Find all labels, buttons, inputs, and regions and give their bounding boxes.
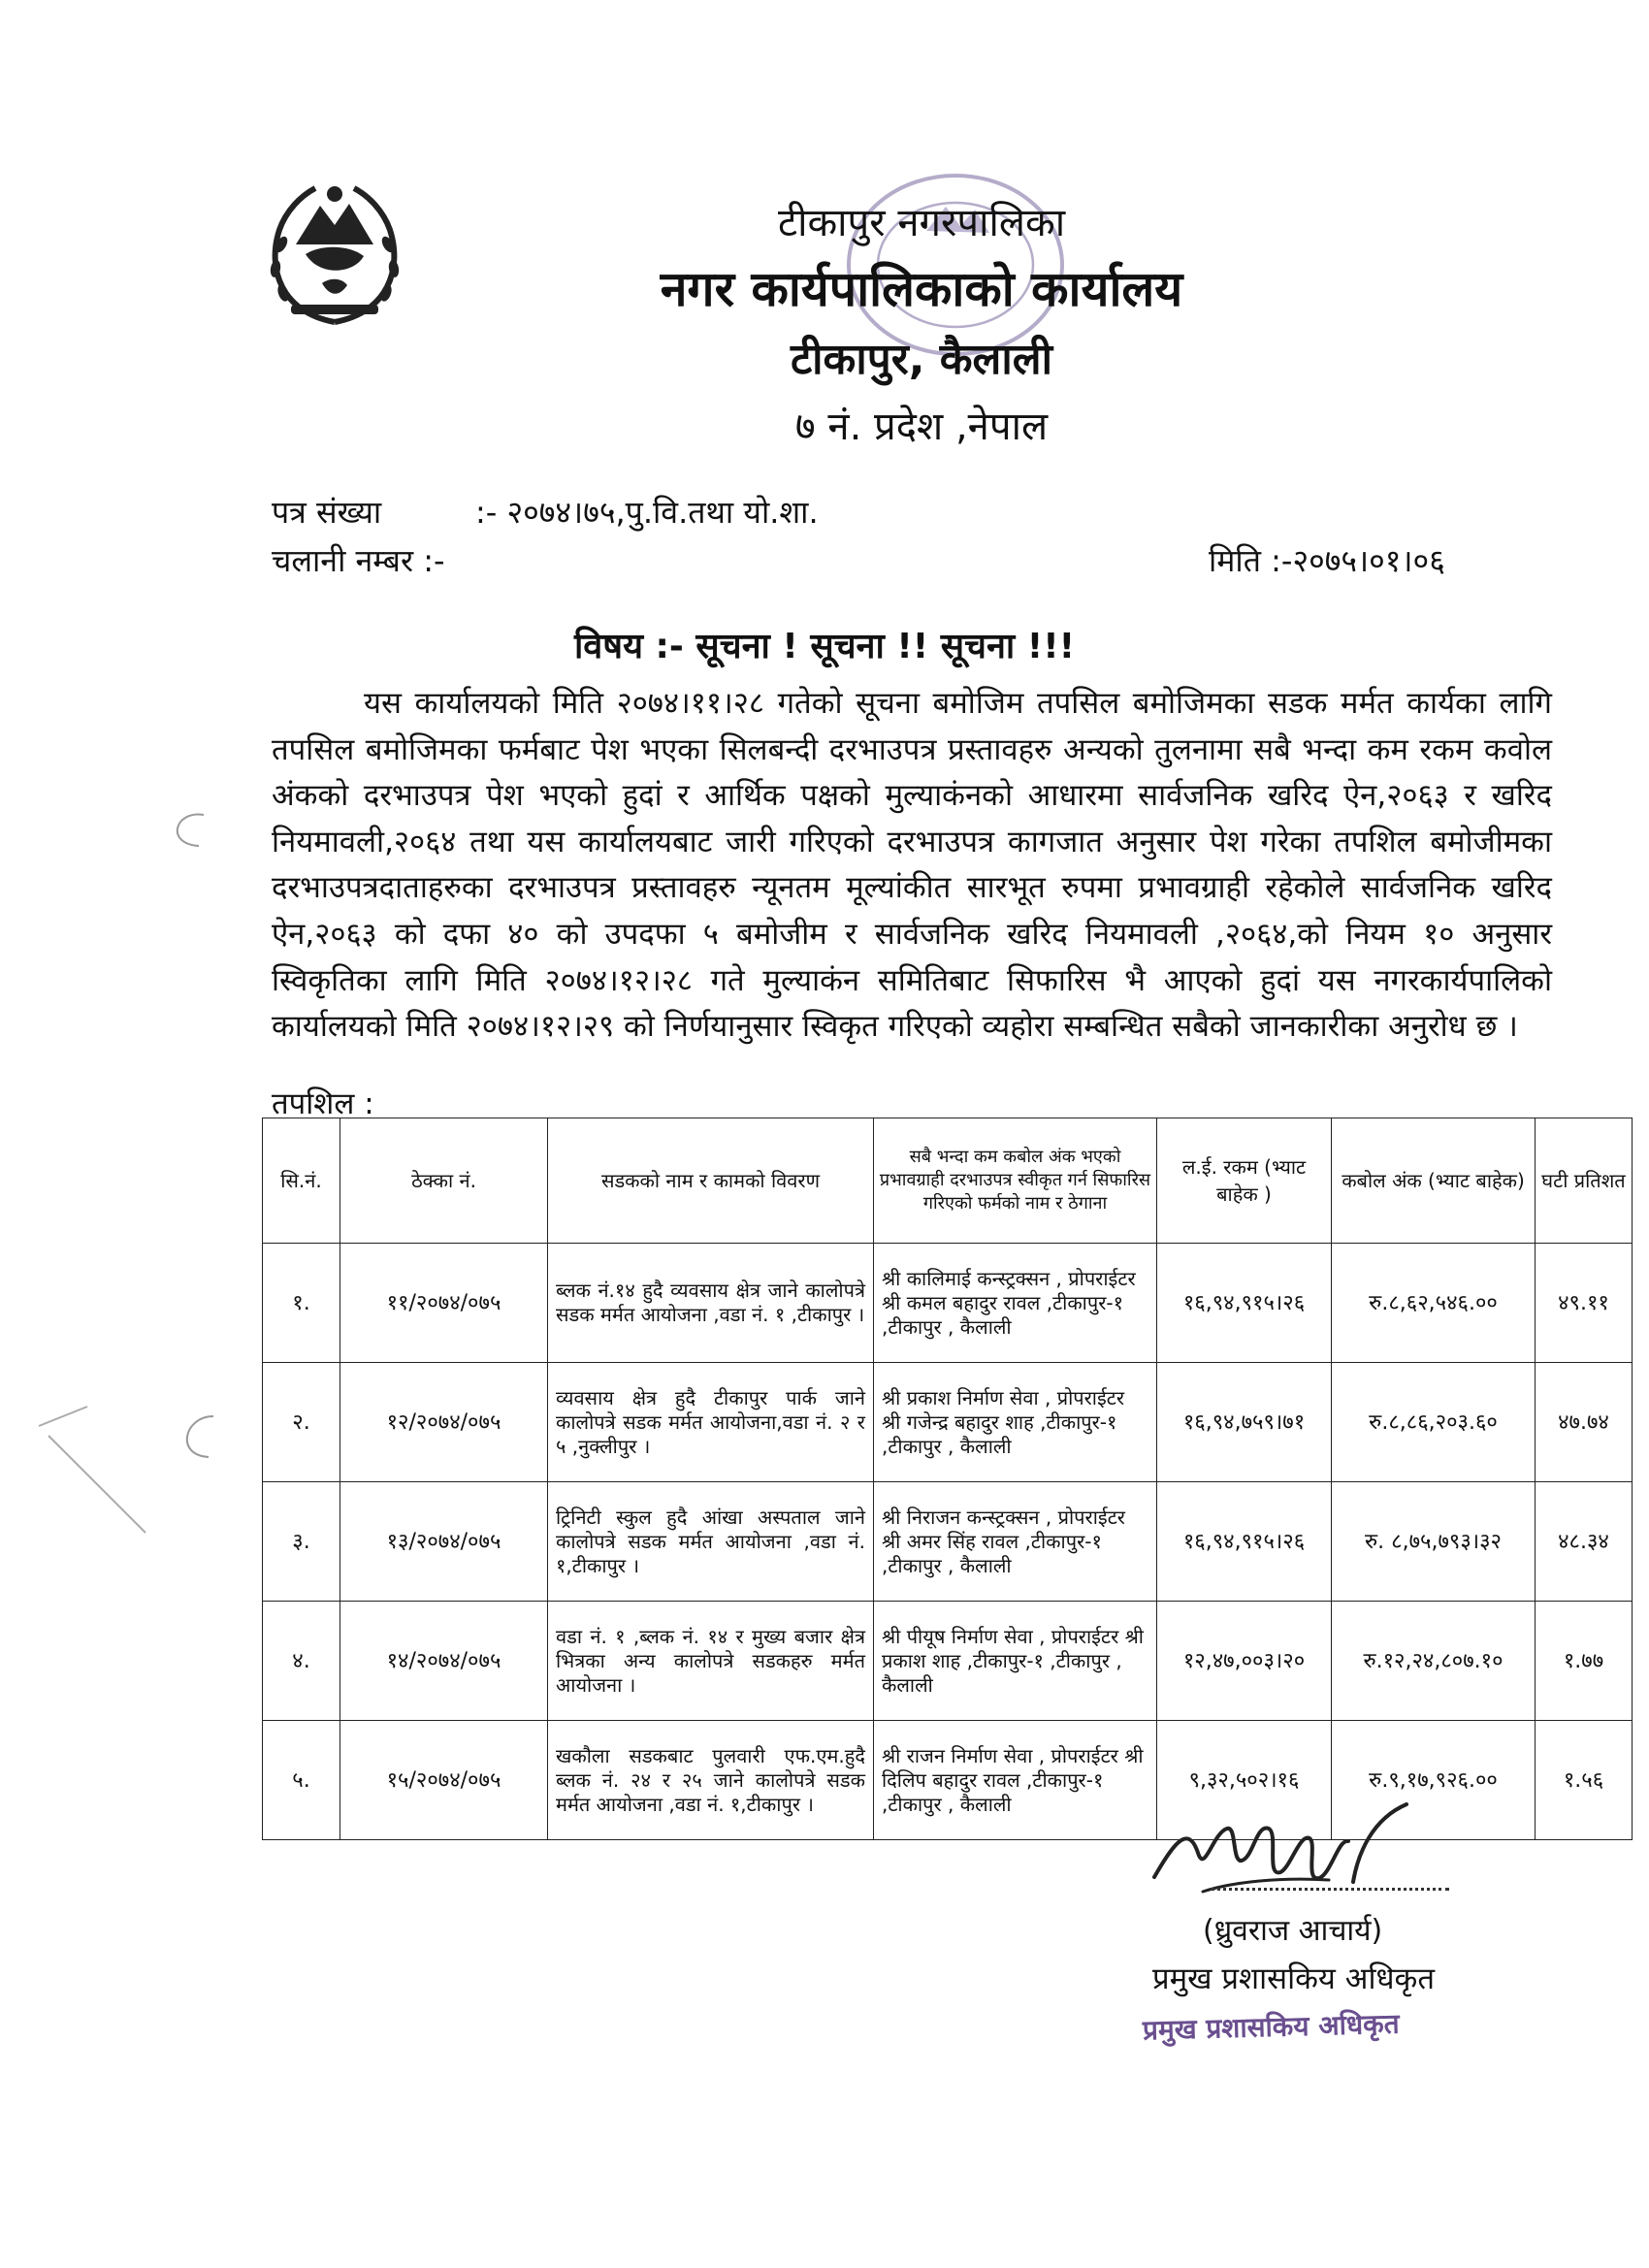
- cell-percent: ४९.११: [1536, 1244, 1633, 1363]
- cell-firm: श्री निराजन कन्स्ट्रक्सन , प्रोपराईटर श्री अमर सिंह रावल ,टीकापुर-१ ,टीकापुर , कैलाली: [874, 1482, 1157, 1602]
- cell-contract: ११/२०७४/०७५: [340, 1244, 548, 1363]
- cell-percent: १.५६: [1536, 1721, 1633, 1840]
- col-header-bid: कबोल अंक (भ्याट बाहेक): [1332, 1118, 1536, 1244]
- contract-table: [262, 1118, 1633, 1840]
- cell-sn: ४.: [263, 1602, 340, 1721]
- table-header-row: [263, 1118, 1633, 1244]
- cell-firm: श्री पीयूष निर्माण सेवा , प्रोपराईटर श्री प्रकाश शाह ,टीकापुर-१ ,टीकापुर , कैलाली: [874, 1602, 1157, 1721]
- table-row: [263, 1363, 1633, 1482]
- notice-body-text: यस कार्यालयको मिति २०७४।११।२८ गतेको सूचना बमोजिम तपसिल बमोजिमका सडक मर्मत कार्यका लागि तपसिल बमोजिमका फर्मबाट पेश भएका सिलबन्दी दरभाउपत्र प्रस्तावहरु अन्यको तुलनामा सबै भन्दा कम रकम कवोल अंकको दरभाउपत्र पेश भएको हुदां र आर्थिक पक्षको मुल्याकंनको आधारमा सार्वजनिक खरिद ऐन,२०६३ र खरिद नियमावली,२०६४ तथा यस कार्यालयबाट जारी गरिएको दरभाउपत्र कागजात अनुसार पेश गरेका तपशिल बमोजीमका दरभाउपत्रदाताहरुका दरभाउपत्र प्रस्तावहरु न्यूनतम मूल्यांकीत सारभूत रुपमा प्रभावग्राही रहेकोले सार्वजनिक खरिद ऐन,२०६३ को दफा ४० को उपदफा ५ बमोजीम र सार्वजनिक खरिद नियमावली ,२०६४,को नियम १० अनुसार स्विकृतिका लागि मिति २०७४।१२।२८ गते मुल्याकंन समितिबाट सिफारिस भै आएको हुदां यस नगरकार्यपालिको कार्यालयको मिति २०७४।१२।२९ को निर्णयानुसार स्विकृत गरिएको व्यहोरा सम्बन्धित सबैको जानकारीका अनुरोध छ ।: [272, 686, 1552, 1045]
- cell-description: ट्रिनिटी स्कुल हुदै आंखा अस्पताल जाने कालोपत्रे सडक मर्मत आयोजना ,वडा नं. १,टीकापुर ।: [548, 1482, 874, 1602]
- cell-bid: रु. ८,७५,७९३।३२: [1332, 1482, 1536, 1602]
- nepal-emblem-icon: [262, 177, 407, 337]
- cell-description: खकौला सडकबाट पुलवारी एफ.एम.हुदै ब्लक नं. २४ र २५ जाने कालोपत्रे सडक मर्मत आयोजना ,वडा नं. १,टीकापुर ।: [548, 1721, 874, 1840]
- col-header-sn: सि.नं.: [263, 1118, 340, 1244]
- cell-sn: २.: [263, 1363, 340, 1482]
- cell-estimate: १६,९४,९१५।२६: [1157, 1482, 1332, 1602]
- cell-firm: श्री प्रकाश निर्माण सेवा , प्रोपराईटर श्री गजेन्द्र बहादुर शाह ,टीकापुर-१ ,टीकापुर , कैलाली: [874, 1363, 1157, 1482]
- signature-line: [1211, 1888, 1449, 1891]
- col-header-firm: सबै भन्दा कम कबोल अंक भएको प्रभावग्राही दरभाउपत्र स्वीकृत गर्न सिफारिस गरिएको फर्मको नाम र ठेगाना: [874, 1118, 1157, 1244]
- cell-contract: १२/२०७४/०७५: [340, 1363, 548, 1482]
- cell-contract: १५/२०७४/०७५: [340, 1721, 548, 1840]
- cell-percent: ४७.७४: [1536, 1363, 1633, 1482]
- cell-bid: रु.८,६२,५४६.००: [1332, 1244, 1536, 1363]
- letter-number-value: :- २०७४।७५,पु.वि.तथा यो.शा.: [475, 494, 819, 531]
- cell-sn: १.: [263, 1244, 340, 1363]
- cell-bid: रु.९,१७,९२६.००: [1332, 1721, 1536, 1840]
- letter-date: मिति :-२०७५।०१।०६: [1209, 542, 1445, 579]
- table-row: [263, 1482, 1633, 1602]
- cell-description: वडा नं. १ ,ब्लक नं. १४ र मुख्य बजार क्षेत्र भित्रका अन्य कालोपत्रे सडकहरु मर्मत आयोजना ।: [548, 1602, 874, 1721]
- cell-contract: १३/२०७४/०७५: [340, 1482, 548, 1602]
- province-name: ७ नं. प्रदेश ,नेपाल: [794, 405, 1049, 449]
- cell-description: ब्लक नं.१४ हुदै व्यवसाय क्षेत्र जाने कालोपत्रे सडक मर्मत आयोजना ,वडा नं. १ ,टीकापुर ।: [548, 1244, 874, 1363]
- letter-number-label: पत्र संख्या: [272, 494, 382, 531]
- cell-sn: ३.: [263, 1482, 340, 1602]
- scan-mark-icon: [155, 805, 213, 854]
- table-row: [263, 1244, 1633, 1363]
- notice-body: [272, 681, 1552, 1051]
- signatory-stamp: प्रमुख प्रशासकिय अधिकृत: [1142, 2007, 1400, 2047]
- cell-estimate: १२,४७,००३।२०: [1157, 1602, 1332, 1721]
- cell-contract: १४/२०७४/०७५: [340, 1602, 548, 1721]
- cell-sn: ५.: [263, 1721, 340, 1840]
- details-label: तपशिल :: [272, 1086, 374, 1121]
- municipality-name: टीकापुर नगरपालिका: [777, 201, 1066, 245]
- cell-percent: ४८.३४: [1536, 1482, 1633, 1602]
- col-header-description: सडकको नाम र कामको विवरण: [548, 1118, 874, 1244]
- notice-subject: विषय :- सूचना ! सूचना !! सूचना !!!: [573, 627, 1076, 666]
- col-header-estimate: ल.ई. रकम (भ्याट बाहेक ): [1157, 1118, 1332, 1244]
- cell-firm: श्री कालिमाई कन्स्ट्रक्सन , प्रोपराईटर श्री कमल बहादुर रावल ,टीकापुर-१ ,टीकापुर , कैलाली: [874, 1244, 1157, 1363]
- office-location: टीकापुर, कैलाली: [790, 335, 1053, 384]
- scan-mark-icon: [29, 1397, 223, 1552]
- cell-bid: रु.१२,२४,८०७.१०: [1332, 1602, 1536, 1721]
- signatory-title: प्रमुख प्रशासकिय अधिकृत: [1152, 1961, 1436, 1996]
- col-header-percent: घटी प्रतिशत: [1536, 1118, 1633, 1244]
- cell-estimate: १६,९४,९१५।२६: [1157, 1244, 1332, 1363]
- cell-bid: रु.८,८६,२०३.६०: [1332, 1363, 1536, 1482]
- cell-estimate: १६,९४,७५९।७१: [1157, 1363, 1332, 1482]
- cell-firm: श्री राजन निर्माण सेवा , प्रोपराईटर श्री दिलिप बहादुर रावल ,टीकापुर-१ ,टीकापुर , कैलाली: [874, 1721, 1157, 1840]
- table-row: [263, 1602, 1633, 1721]
- signatory-name: (ध्रुवराज आचार्य): [1203, 1914, 1383, 1948]
- cell-estimate: ९,३२,५०२।१६: [1157, 1721, 1332, 1840]
- office-name: नगर कार्यपालिकाको कार्यालय: [660, 261, 1183, 317]
- dispatch-number-label: चलानी नम्बर :-: [272, 542, 445, 579]
- col-header-contract: ठेक्का नं.: [340, 1118, 548, 1244]
- cell-percent: १.७७: [1536, 1602, 1633, 1721]
- cell-description: व्यवसाय क्षेत्र हुदै टीकापुर पार्क जाने कालोपत्रे सडक मर्मत आयोजना,वडा नं. २ र ५ ,नुक्लीपुर ।: [548, 1363, 874, 1482]
- signature-icon: [1145, 1785, 1465, 1921]
